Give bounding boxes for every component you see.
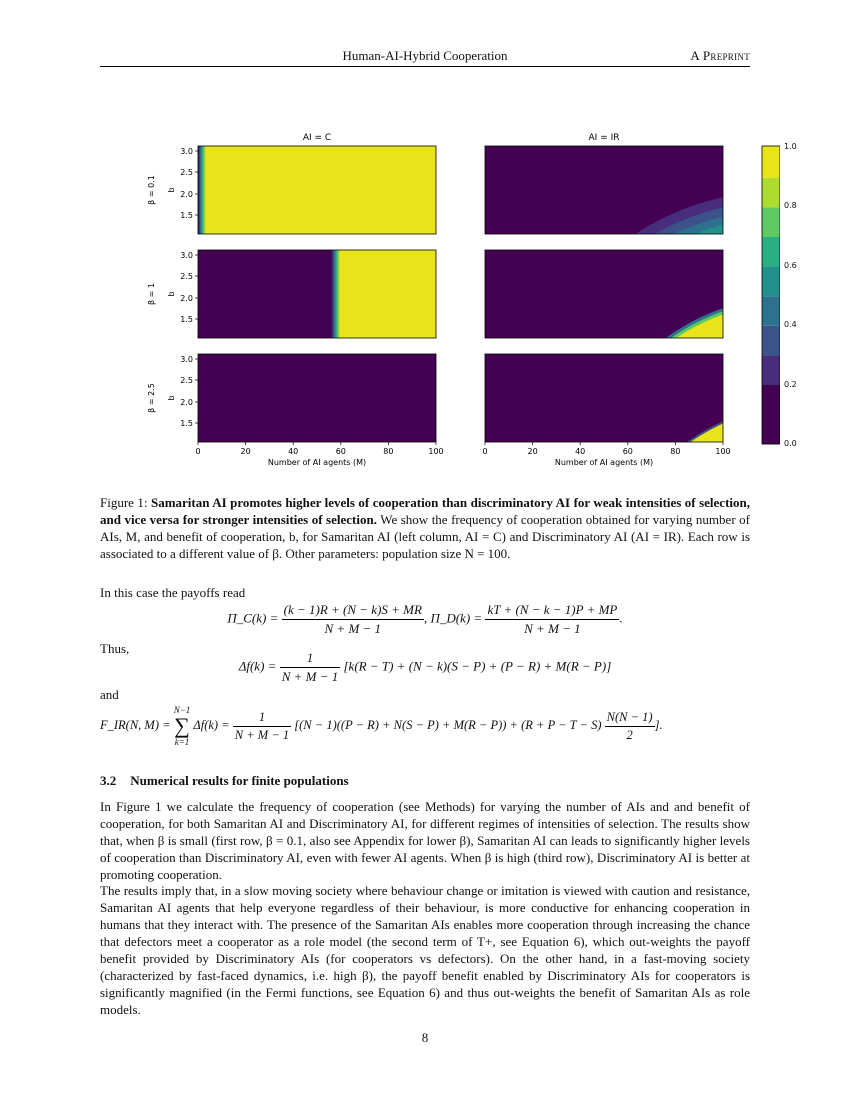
y-ticks-row1 [180,147,198,220]
x-tick-label: 40 [575,447,586,456]
y-ticks-row3 [180,355,198,428]
y-tick-label: 2.0 [180,294,193,303]
x-ticks-left [195,442,443,456]
y-axis-label-row2: b [167,291,176,297]
eq-df-den: N + M − 1 [281,669,339,684]
eq-pic-den: N + M − 1 [324,621,382,636]
x-tick-label: 80 [670,447,681,456]
section-title: Numerical results for finite populations [130,773,349,788]
section-number: 3.2 [100,773,117,788]
x-tick-label: 20 [527,447,538,456]
equation-delta-f [100,650,750,685]
running-header-title: Human-AI-Hybrid Cooperation [342,48,508,63]
caption-bold: Samaritan AI promotes higher levels of cooperation than discriminatory AI for weak intensities of selection, and vice versa for stronger intensities of selection. [100,495,750,527]
eq-pid-num: kT + (N − k − 1)P + MP [485,602,619,620]
x-tick-label: 20 [240,447,251,456]
row-label-beta-1: β = 1 [147,283,156,305]
y-tick-label: 2.5 [180,376,193,385]
eq-fir-mid: Δf(k) = [193,717,230,732]
y-tick-label: 3.0 [180,251,193,260]
eq-fir-frac-den: 2 [626,727,633,742]
heatmap-c-beta-0.1 [198,146,436,234]
eq-fir-num: 1 [233,710,291,727]
colorbar-tick: 1.0 [784,142,797,151]
section-heading [100,773,349,789]
colorbar-tick: 0.4 [784,320,797,329]
y-tick-label: 2.0 [180,398,193,407]
eq-fir-body: [(N − 1)((P − R) + N(S − P) + M(R − P)) + (R + P − T − S) [294,717,602,732]
thus-text: Thus, [100,641,130,656]
x-tick-label: 60 [335,447,346,456]
running-header-tag: A Preprint [690,48,750,63]
y-tick-label: 1.5 [180,211,193,220]
paragraph-2: The results imply that, in a slow moving society where behaviour change or imitation is viewed with caution and resistance, Samaritan AI agents that help everyone regardless of their behaviour, is more conductive for enhancing cooperation in humans that they interact with. The presence of the Samaritan AIs enables more cooperation through increasing the chance that defectors meet a cooperator as a role model (the second term of T+, see Equation 6), which out-weights the payoff benefit provided by Discriminatory AIs (for cooperators vs defectors). On the other hand, in a fast-moving society (characterized by fast-faced dynamics, i.e. high β), the payoff benefit enabled by Discriminatory AIs for cooperators is significantly magnified (in the Fermi functions, see Equation 6) and thus out-weights the benefit of Samaritan AIs as role models. [100,883,750,1017]
eq-pic-lhs: Π_C(k) = [227,610,279,626]
sum-symbol: ∑ [174,713,190,738]
row-label-beta-0.1: β = 0.1 [147,175,156,205]
col-title-ir: AI = IR [588,133,620,143]
eq-df-lhs: Δf(k) = [238,658,277,674]
eq-pid-den: N + M − 1 [524,621,581,636]
colorbar-tick: 0.6 [784,261,797,270]
x-tick-label: 100 [715,447,731,456]
x-tick-label: 60 [622,447,633,456]
page-number: 8 [421,1030,429,1045]
equation-payoffs: Π_C(k) = $\frac{(k - 1)R + (N - k)S + MR}{N + M - 1}$ , Π_D(k) = $\frac{kT + (N - k - 1)P + MP}{N + M - 1}$ . [227,602,623,636]
eq-fir-sum-top: N−1 [173,705,191,715]
colorbar-tick: 0.2 [784,380,797,389]
y-tick-label: 3.0 [180,147,193,156]
y-tick-label: 2.0 [180,190,193,199]
col-title-c: AI = C [302,133,332,143]
y-tick-label: 3.0 [180,355,193,364]
x-ticks-right [482,442,730,456]
eq-fir-frac-num: N(N − 1) [605,710,655,727]
eq-df-rhs: [k(R − T) + (N − k)(S − P) + (P − R) + M(R − P)] [343,658,612,674]
x-tick-label: 0 [195,447,201,456]
intro-text: In this case the payoffs read [100,585,246,600]
y-tick-label: 1.5 [180,315,193,324]
eq-pid-lhs: , Π_D(k) = [423,610,483,626]
y-axis-label-row1: b [167,187,176,193]
heatmap-c-beta-1 [198,250,436,338]
x-axis-label-left: Number of AI agents (M) [267,458,367,467]
equation-fir [100,704,750,748]
colorbar-tick: 0.0 [784,439,797,448]
x-tick-label: 40 [288,447,299,456]
figure-caption [100,494,750,562]
eq-fir-den: N + M − 1 [234,727,290,742]
y-tick-label: 1.5 [180,419,193,428]
eq-pic-num: (k − 1)R + (N − k)S + MR [282,602,424,620]
figure-1 [140,126,780,476]
y-tick-label: 2.5 [180,272,193,281]
heatmap-c-beta-2.5 [198,354,436,442]
eq-df-num: 1 [280,650,341,668]
colorbar-tick: 0.8 [784,201,797,210]
y-axis-label-row3: b [167,395,176,401]
x-tick-label: 100 [428,447,444,456]
eq-fir-lhs: F_IR(N, M) = [100,717,171,732]
x-tick-label: 0 [482,447,488,456]
eq-fir-end: ]. [654,717,663,732]
x-axis-label-right: Number of AI agents (M) [554,458,654,467]
caption-rest: We show the frequency of cooperation obtained for varying number of AIs, M, and benefit of cooperation, b, for Samaritan AI (left column, AI = C) and Discriminatory AI (AI = IR). Each row is associated to a different value of β. Other parameters: population size N = 100. [100,512,750,561]
eq-fir-sum-bot: k=1 [174,737,190,747]
colorbar [762,146,780,444]
y-tick-label: 2.5 [180,168,193,177]
and-text: and [100,687,119,702]
row-label-beta-2.5: β = 2.5 [147,383,156,413]
x-tick-label: 80 [383,447,394,456]
header-rule [100,66,750,67]
y-ticks-row2 [180,251,198,324]
colorbar-ticks [784,126,824,466]
paragraph-1: In Figure 1 we calculate the frequency of cooperation (see Methods) for varying the number of AIs and and benefit of cooperation, for both Samaritan AI and Discriminatory AI, for different regimes of intensities of selection. The results show that, when β is small (first row, β = 0.1, also see Appendix for lower β), Samaritan AI can leads to significantly higher levels of cooperation than Discriminatory AI, even with fewer AI agents. When β is high (third row), Discriminatory AI is better at promoting cooperation. [100,799,750,882]
caption-label: Figure 1: [100,495,151,510]
